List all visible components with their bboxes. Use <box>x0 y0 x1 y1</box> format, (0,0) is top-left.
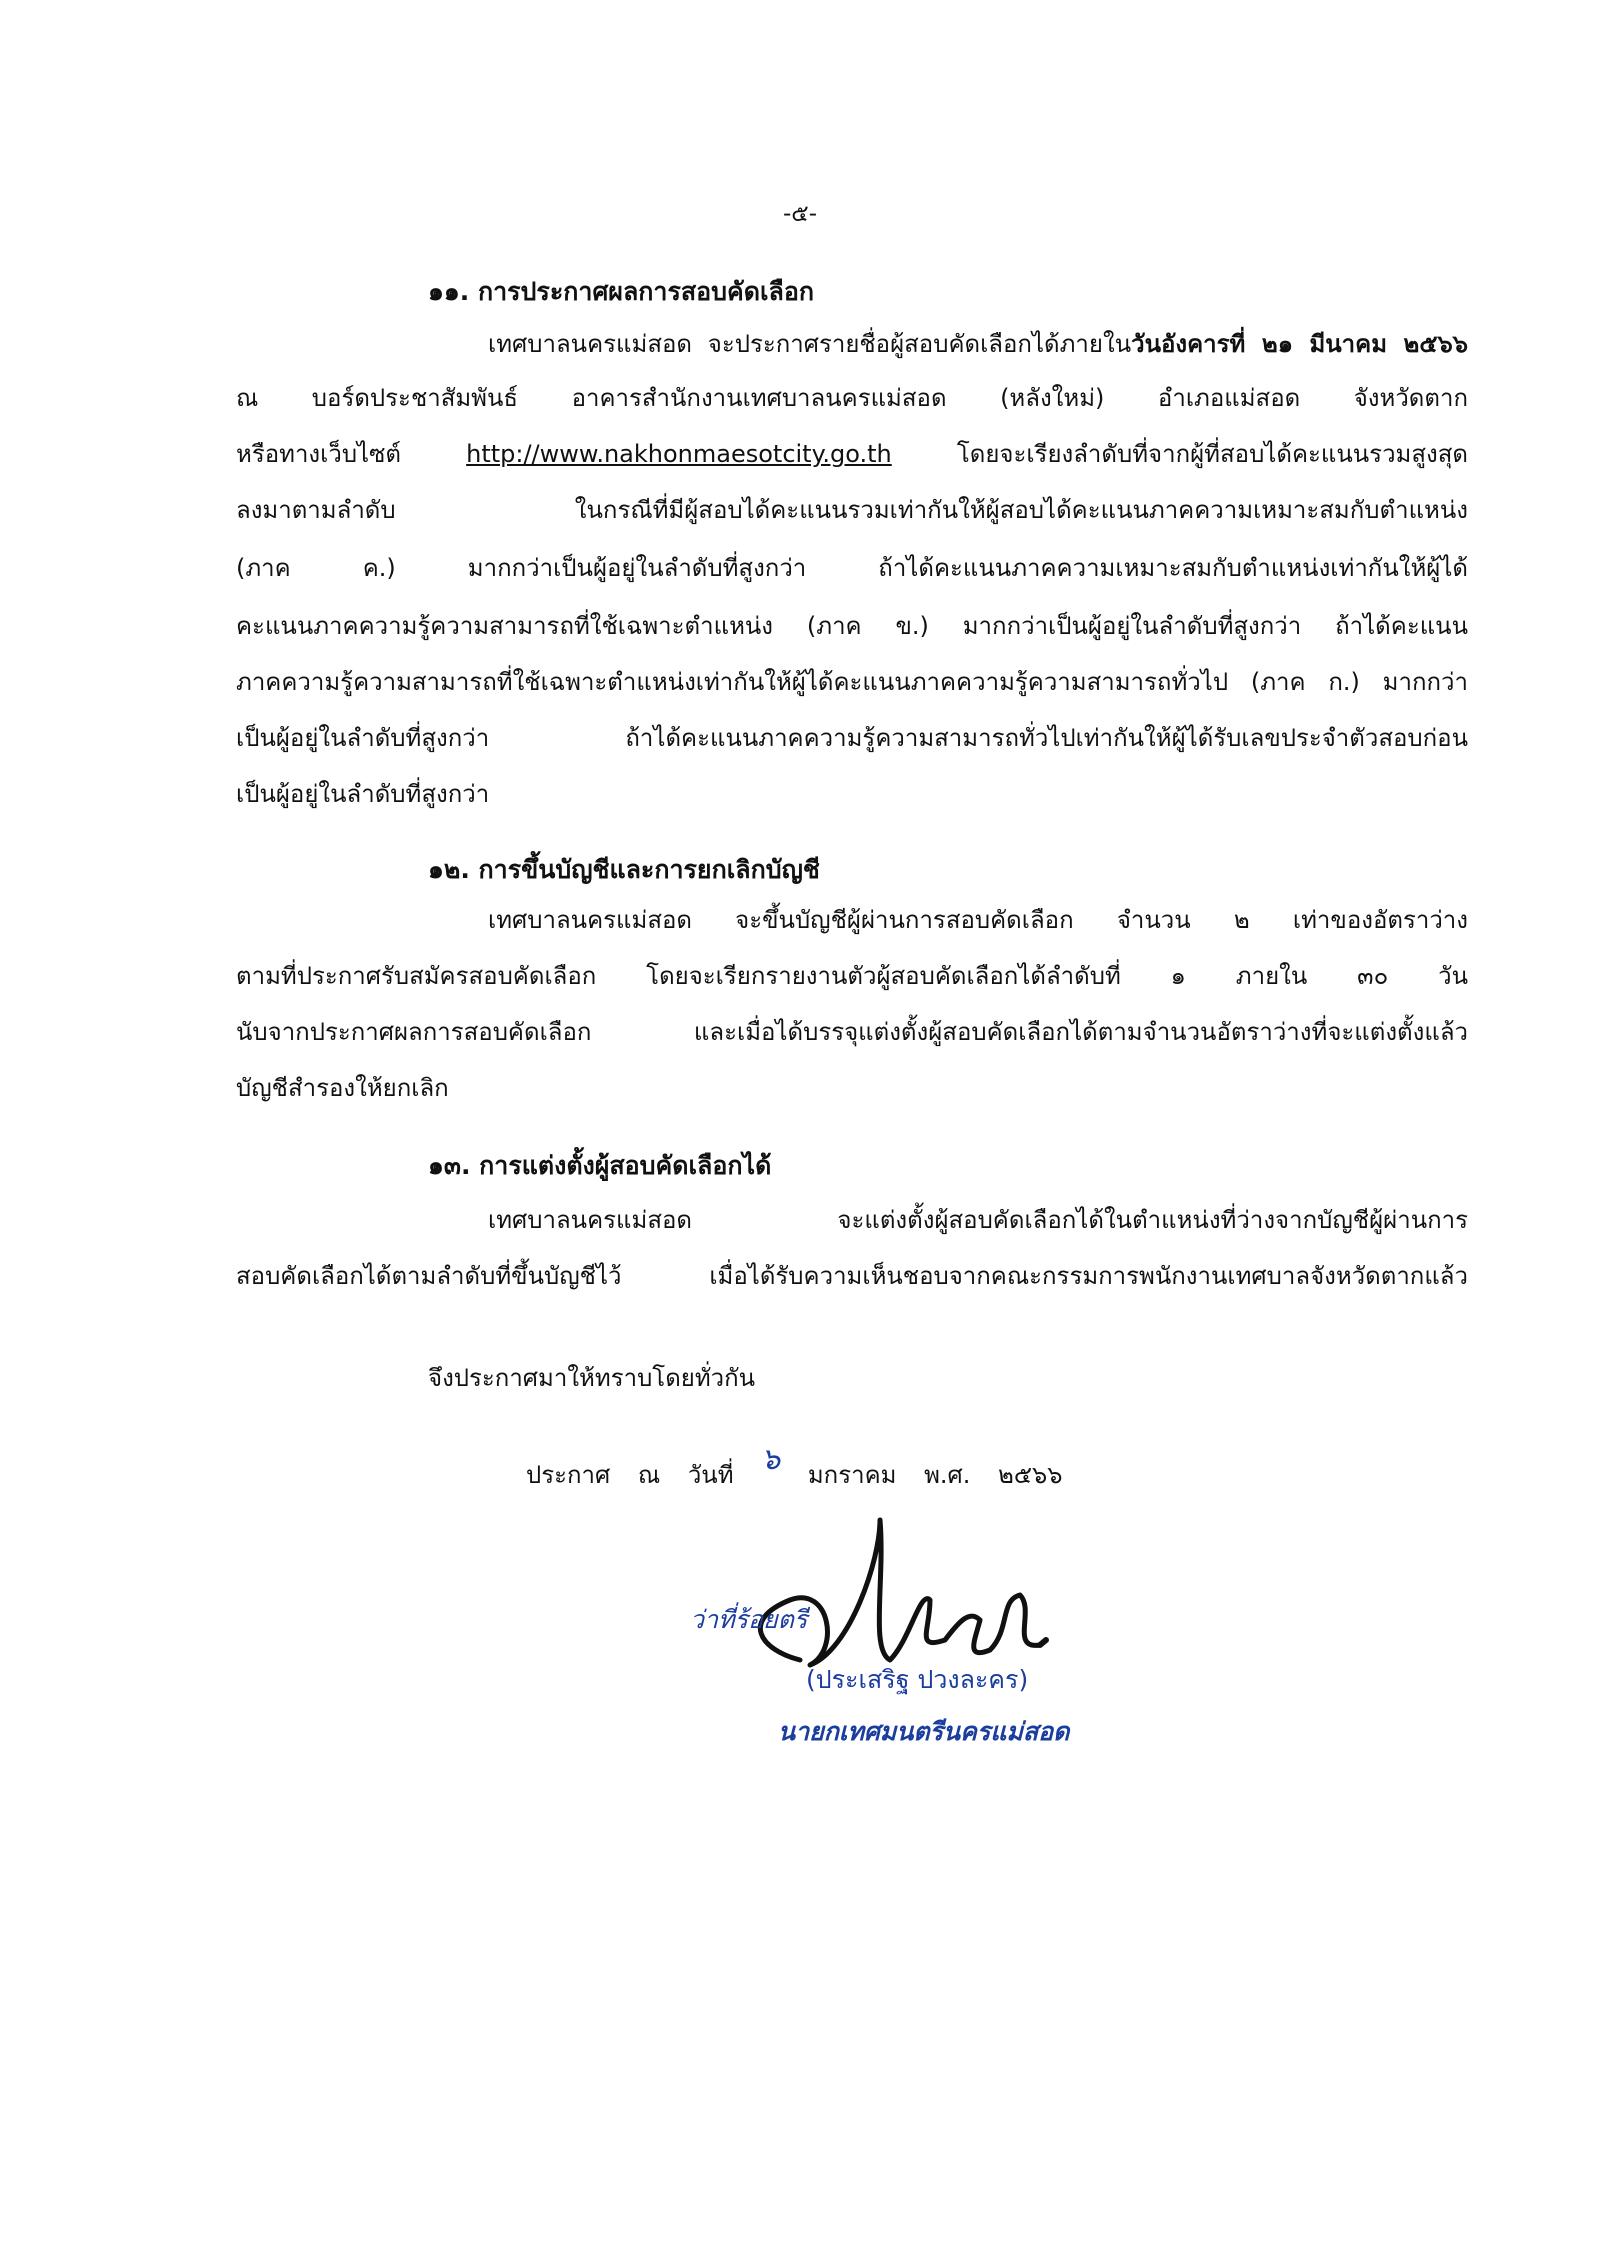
signatory-title: นายกเทศมนตรีนครแม่สอด <box>778 1717 1070 1746</box>
section-11-line-5: (ภาค ค.) มากกว่าเป็นผู้อยู่ในลำดับที่สูงกว่า ถ้าได้คะแนนภาคความเหมาะสมกับตำแหน่งเท่ากันให้ผู้ได้ <box>236 554 1468 582</box>
signatory-name: (ประเสริฐ ปวงละคร) <box>806 1665 1029 1694</box>
section-11-line-2: ณ บอร์ดประชาสัมพันธ์ อาคารสำนักงานเทศบาลนครแม่สอด (หลังใหม่) อำเภอแม่สอด จังหวัดตาก <box>236 384 1468 412</box>
section-12-line-3: นับจากประกาศผลการสอบคัดเลือก และเมื่อได้บรรจุแต่งตั้งผู้สอบคัดเลือกได้ตามจำนวนอัตราว่างที่จะแต่งตั้งแล้ว <box>236 1018 1468 1046</box>
section-11-line-8: เป็นผู้อยู่ในลำดับที่สูงกว่า ถ้าได้คะแนนภาคความรู้ความสามารถทั่วไปเท่ากันให้ผู้ได้รับเลขประจำตัวสอบก่อน <box>236 724 1468 752</box>
section-11-line-3-post: โดยจะเรียงลำดับที่จากผู้ที่สอบได้คะแนนรวมสูงสุด <box>956 440 1468 468</box>
section-11-line-3-pre: หรือทางเว็บไซต์ <box>236 440 401 468</box>
dateline-at: ณ <box>637 1461 661 1489</box>
section-11-line-3 <box>236 438 1468 470</box>
section-11-line-1 <box>488 328 1468 360</box>
section-11-line-4: ลงมาตามลำดับ ในกรณีที่มีผู้สอบได้คะแนนรวมเท่ากันให้ผู้สอบได้คะแนนภาคความเหมาะสมกับตำแหน่ง <box>236 496 1468 524</box>
section-13-heading: ๑๓. การแต่งตั้งผู้สอบคัดเลือกได้ <box>428 1151 772 1180</box>
section-12-line-1: เทศบาลนครแม่สอด จะขึ้นบัญชีผู้ผ่านการสอบคัดเลือก จำนวน ๒ เท่าของอัตราว่าง <box>488 906 1468 934</box>
announcement-dateline <box>526 1442 1082 1497</box>
dateline-prefix: ประกาศ <box>526 1461 611 1489</box>
dateline-month: มกราคม <box>807 1461 897 1489</box>
page-number: -๕- <box>782 201 817 227</box>
announcement-date: วันอังคารที่ ๒๑ มีนาคม ๒๕๖๖ <box>1131 330 1468 358</box>
section-11-line-1-text: เทศบาลนครแม่สอด จะประกาศรายชื่อผู้สอบคัดเลือกได้ภายใน <box>488 330 1132 358</box>
closing-statement: จึงประกาศมาให้ทราบโดยทั่วกัน <box>428 1364 756 1392</box>
section-13-line-1: เทศบาลนครแม่สอด จะแต่งตั้งผู้สอบคัดเลือกได้ในตำแหน่งที่ว่างจากบัญชีผู้ผ่านการ <box>488 1206 1468 1234</box>
section-11-line-6: คะแนนภาคความรู้ความสามารถที่ใช้เฉพาะตำแหน่ง (ภาค ข.) มากกว่าเป็นผู้อยู่ในลำดับที่สูงกว่า ถ้าได้คะแนน <box>236 612 1468 640</box>
section-12-line-4: บัญชีสำรองให้ยกเลิก <box>236 1074 449 1102</box>
dateline-year: ๒๕๖๖ <box>998 1461 1063 1489</box>
dateline-era: พ.ศ. <box>924 1461 971 1489</box>
signatory-rank: ว่าที่ร้อยตรี <box>690 1605 808 1634</box>
section-12-heading: ๑๒. การขึ้นบัญชีและการยกเลิกบัญชี <box>428 855 820 884</box>
section-11-line-9: เป็นผู้อยู่ในลำดับที่สูงกว่า <box>236 780 490 808</box>
section-11-heading: ๑๑. การประกาศผลการสอบคัดเลือก <box>428 277 814 306</box>
section-12-line-2: ตามที่ประกาศรับสมัครสอบคัดเลือก โดยจะเรียกรายงานตัวผู้สอบคัดเลือกได้ลำดับที่ ๑ ภายใน ๓๐ วัน <box>236 962 1469 990</box>
website-link[interactable]: http://www.nakhonmaesotcity.go.th <box>466 440 892 468</box>
handwritten-day: ๖ <box>761 1442 781 1477</box>
dateline-day-label: วันที่ <box>687 1461 734 1489</box>
section-13-line-2: สอบคัดเลือกได้ตามลำดับที่ขึ้นบัญชีไว้ เมื่อได้รับความเห็นชอบจากคณะกรรมการพนักงานเทศบาลจังหวัดตากแล้ว <box>236 1262 1468 1290</box>
section-11-line-7: ภาคความรู้ความสามารถที่ใช้เฉพาะตำแหน่งเท่ากันให้ผู้ได้คะแนนภาคความรู้ความสามารถทั่วไป (ภาค ก.) มากกว่า <box>236 668 1468 696</box>
